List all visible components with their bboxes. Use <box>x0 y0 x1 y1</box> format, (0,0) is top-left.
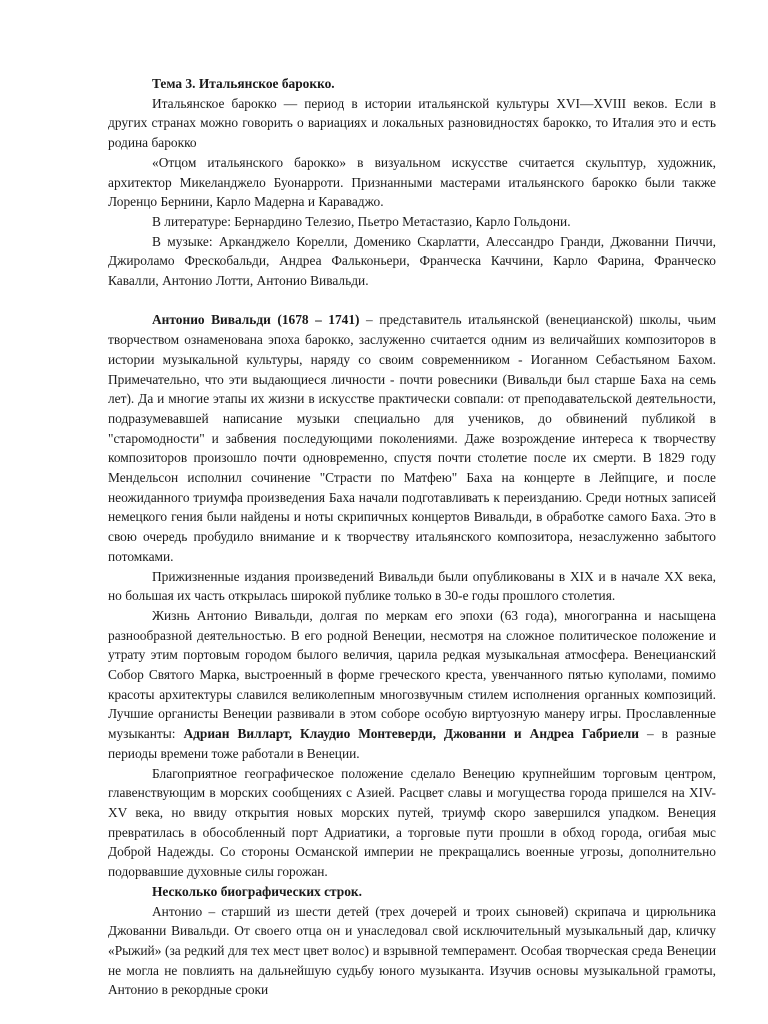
geography-paragraph: Благоприятное географическое положение сделало Венецию крупнейшим торговым центром, главенствующим в морских сообщениях с Азией. Расцвет славы и могущества города пришелся на XIV-XV века, но ввиду открытия новых морских путей, триумф скоро завершился упадком. Венеция превратилась в обособленный порт Адриатики, а торговые пути прошли в обход города, огибая мыс Доброй Надежды. Со стороны Османской империи не прекращались военные угрозы, дополнительно подорвавшие духовные силы горожан. <box>108 765 716 880</box>
editions-paragraph: Прижизненные издания произведений Вивальди были опубликованы в XIX и в начале XX века, но большая их часть открылась широкой публике только в 30-е годы прошлого столетия. <box>108 568 716 604</box>
vivaldi-heading: Антонио Вивальди (1678 – 1741) <box>152 312 360 328</box>
life-names: Адриан Вилларт, Клаудио Монтеверди, Джованни и Андреа Габриели <box>183 726 639 742</box>
music-paragraph: В музыке: Арканджело Корелли, Доменико Скарлатти, Алессандро Гранди, Джованни Пиччи, Джироламо Фрескобальди, Андреа Фальконьери, Франческа Каччини, Карло Фарина, Франческо Кавалли, Антонио Лотти, Антонио Вивальди. <box>108 233 716 289</box>
life-tail: – в разные периоды времени тоже работали в Венеции. <box>108 726 716 761</box>
literature-paragraph: В литературе: Бернардино Телезио, Пьетро Метастазио, Карло Гольдони. <box>152 213 571 229</box>
paragraph-spacer <box>108 291 716 311</box>
vivaldi-paragraph <box>108 310 716 566</box>
document-page <box>108 74 716 1000</box>
life-text: Жизнь Антонио Вивальди, долгая по меркам его эпохи (63 года), многогранна и насыщена разнообразной деятельностью. В его родной Венеции, несмотря на сложное политическое положение и утрату этим портовым городом былого величия, царила редкая музыкальная атмосфера. Венецианский Собор Святого Марка, выстроенный в форме греческого креста, увенчанного пятью куполами, помимо красоты архитектуры славился великолепным многозвучным стилем исполнения органных композиций. Лучшие органисты Венеции развивали в этом соборе особую виртуозную манеру игры. Прославленные музыканты: <box>108 607 716 742</box>
bio-paragraph: Антонио – старший из шести детей (трех дочерей и троих сыновей) скрипача и цирюльника Джованни Вивальди. От своего отца он и унаследовал свой исключительный музыкальный дар, кличку «Рыжий» (за редкий для тех мест цвет волос) и взрывной темперамент. Особая творческая среда Венеции не могла не повлиять на дальнейшую судьбу юного музыканта. Изучив основы музыкальной грамоты, Антонио в рекордные сроки <box>108 903 716 998</box>
life-paragraph <box>108 606 716 764</box>
topic-title: Тема 3. Итальянское барокко. <box>152 76 335 91</box>
bio-heading: Несколько биографических строк. <box>152 883 362 899</box>
father-paragraph: «Отцом итальянского барокко» в визуальном искусстве считается скульптур, художник, архитектор Микеланджело Буонарроти. Признанными мастерами итальянского барокко были также Лоренцо Бернини, Карло Мадерна и Караваджо. <box>108 154 716 210</box>
vivaldi-text: – представитель итальянской (венецианской) школы, чьим творчеством ознаменована эпоха барокко, заслуженно считается одним из величайших композиторов в истории музыкальной культуры, наряду со своим современником - Иоганном Себастьяном Бахом. Примечательно, что эти выдающиеся личности - почти ровесники (Вивальди был старше Баха на семь лет). Да и многие этапы их жизни в искусстве практически совпали: от преподавательской деятельности, подразумевавшей написание музыки специально для учеников, до обвинений публикой в "старомодности" и забвения последующими поколениями. Даже возрождение интереса к творчеству композиторов произошло почти одновременно, спустя почти столетие после их смерти. В 1829 году Мендельсон исполнил сочинение "Страсти по Матфею" Баха на концерте в Лейпциге, и после неожиданного триумфа произведения Баха начали подготавливать к переизданию. Среди нотных записей немецкого гения были найдены и ноты скрипичных концертов Вивальди, в обработке самого Баха. Это в свою очередь пробудило внимание и к творчеству итальянского композитора, незаслуженно забытого потомками. <box>108 312 716 564</box>
intro-paragraph: Итальянское барокко — период в истории итальянской культуры XVI—XVIII веков. Если в других странах можно говорить о вариациях и локальных разновидностях барокко, то Италия это и есть родина барокко <box>108 95 716 151</box>
